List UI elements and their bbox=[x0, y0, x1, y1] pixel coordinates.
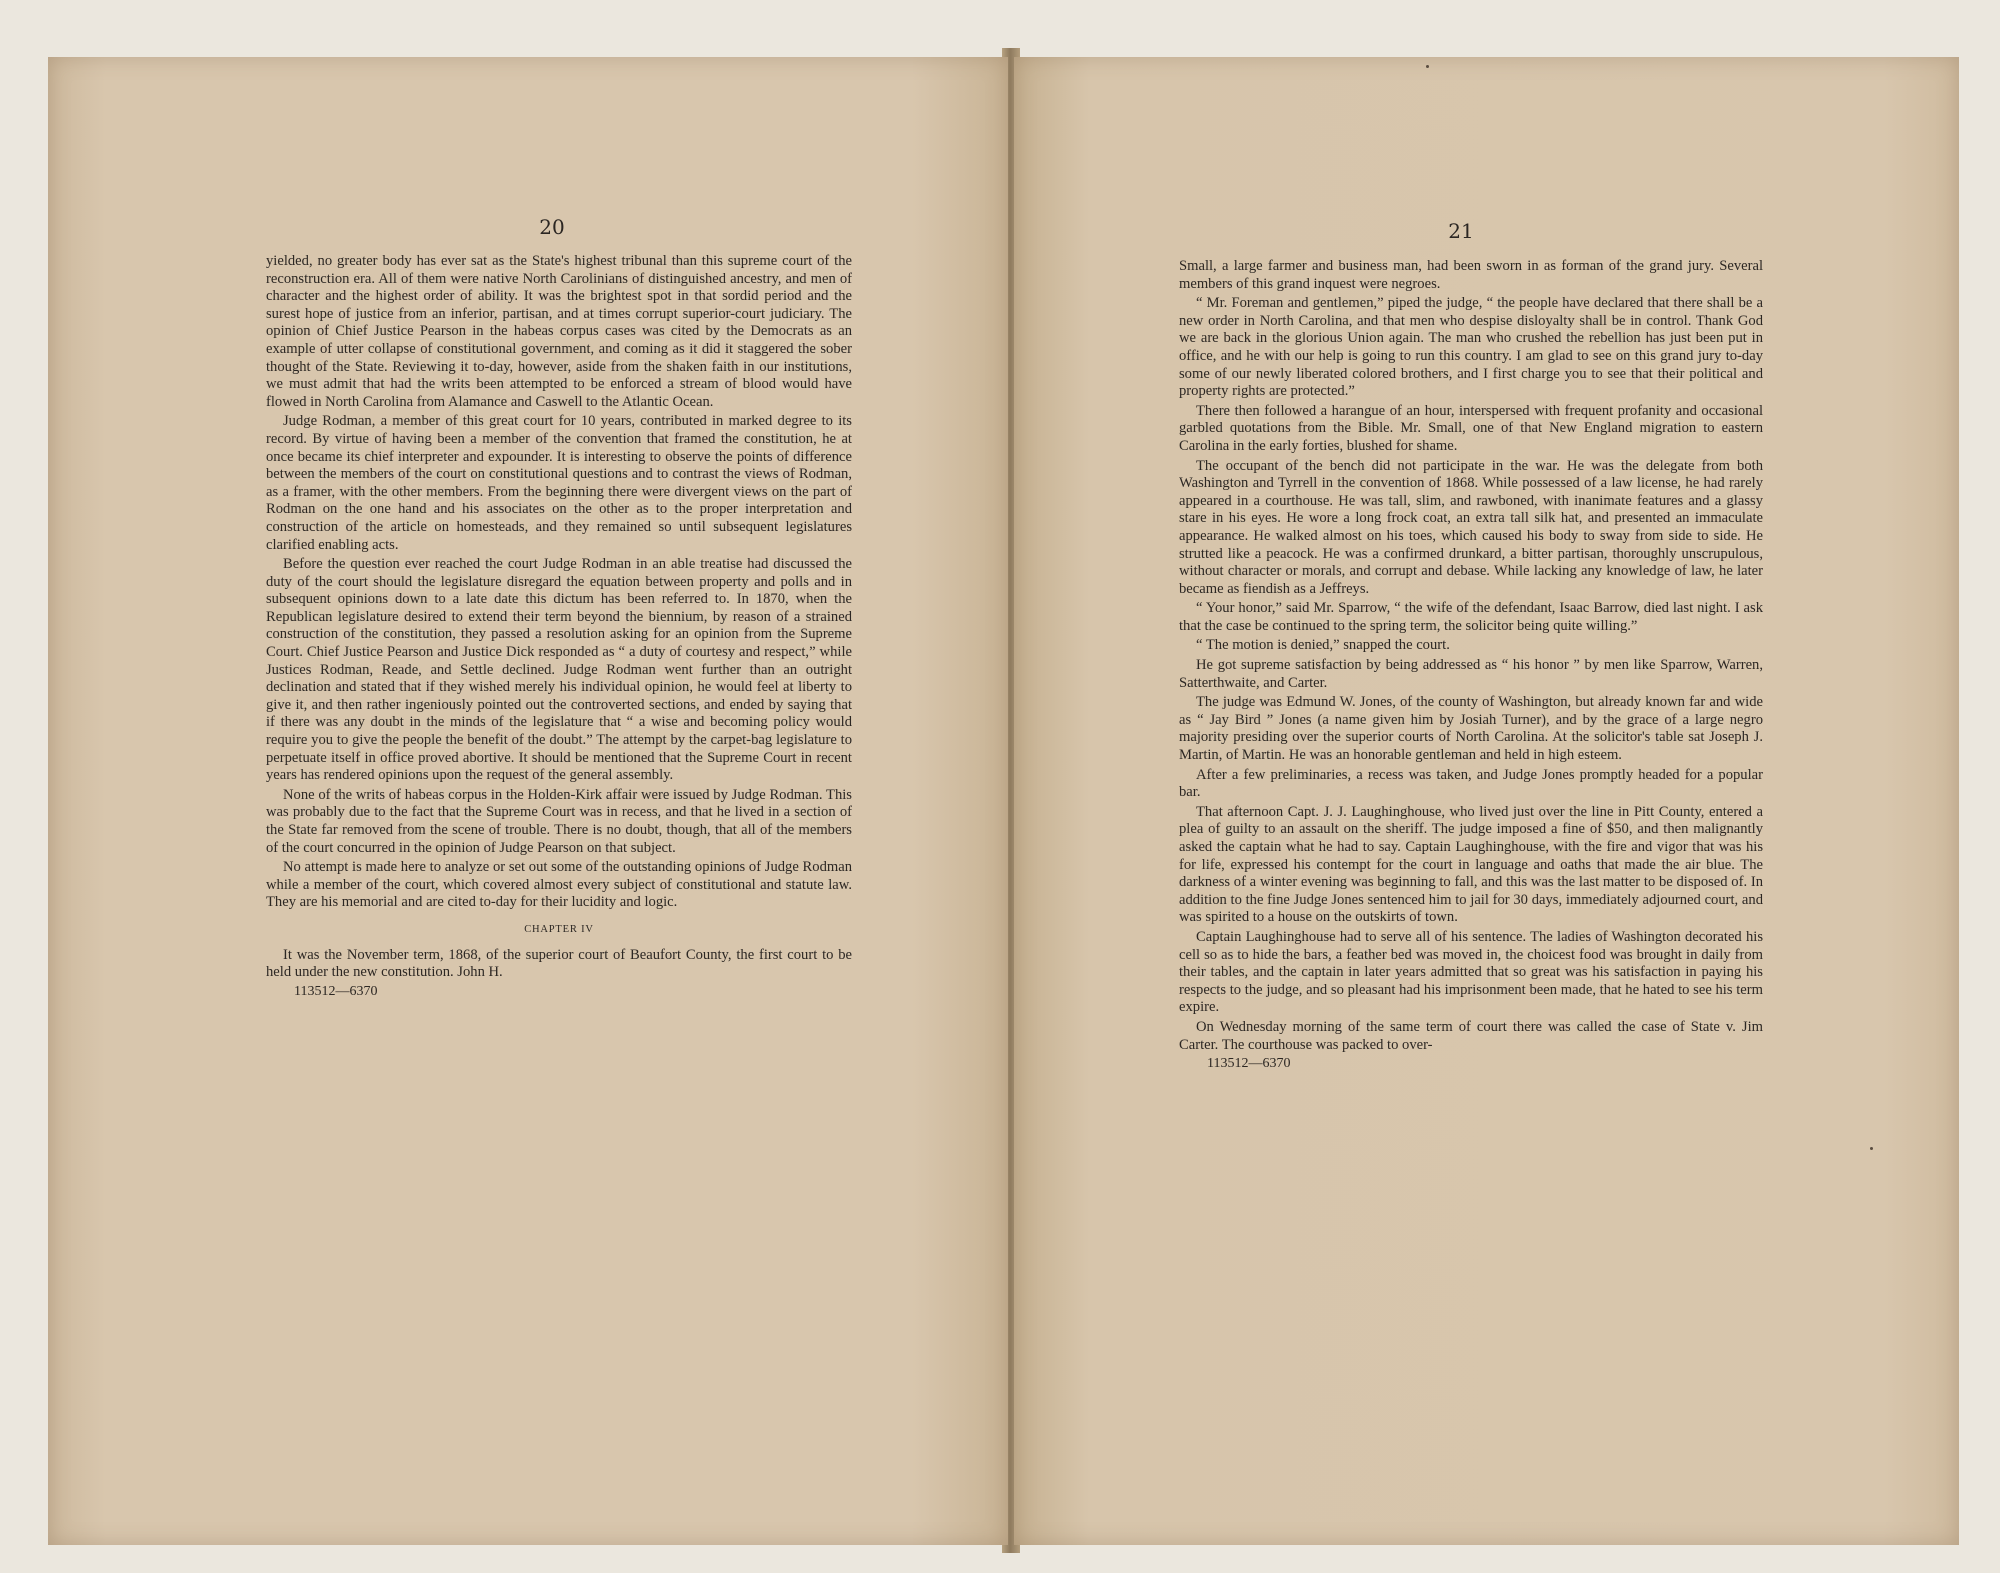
chapter-heading: CHAPTER IV bbox=[524, 923, 594, 935]
paragraph: Small, a large farmer and business man, had been sworn in as forman of the grand jury. Several members of this grand inquest were negroes. bbox=[1179, 258, 1763, 292]
paragraph: “ Your honor,” said Mr. Sparrow, “ the wife of the defendant, Isaac Barrow, died last night. I ask that the case be continued to the spring term, the solicitor being quite willing.” bbox=[1179, 600, 1763, 634]
paragraph: None of the writs of habeas corpus in the Holden-Kirk affair were issued by Judge Rodman. This was probably due to the fact that the Supreme Court was in recess, and that he lived in a section of the State far removed from the scene of trouble. There is no doubt, though, that all of the members of the court concurred in the opinion of Judge Pearson on that subject. bbox=[266, 786, 852, 856]
page-number: 21 bbox=[1448, 219, 1474, 243]
paragraph: Before the question ever reached the court Judge Rodman in an able treatise had discussed the duty of the court should the legislature disregard the equation between property and polls and in subsequent opinions down to a late date this dictum has been referred to. In 1870, when the Republican legislature desired to extend their term beyond the biennium, by reason of a strained construction of the constitution, they passed a resolution asking for an opinion from the Supreme Court. Chief Justice Pearson and Justice Dick responded as “ a duty of courtesy and respect,” while Justices Rodman, Reade, and Settle declined. Judge Rodman went further than an outright declination and stated that if they wished merely his individual opinion, he would feel at liberty to give it, and then rather ingeniously pointed out the controverted sections, and ended by saying that if there was any doubt in the minds of the legislature that “ a wise and becoming policy would require you to give the people the benefit of the doubt.” The attempt by the carpet-bag legislature to perpetuate itself in office proved abortive. It should be mentioned that the Supreme Court in recent years has rendered opinions upon the request of the general assembly. bbox=[266, 556, 852, 784]
paragraph: The occupant of the bench did not participate in the war. He was the delegate from both Washington and Tyrrell in the convention of 1868. While possessed of a law license, he had rarely appeared in a courthouse. He was tall, slim, and rawboned, with inanimate features and a glassy stare in his eyes. He wore a long frock coat, an extra tall silk hat, and presented an immaculate appearance. He walked almost on his toes, which caused his body to sway from side to side. He strutted like a peacock. He was a confirmed drunkard, a bitter partisan, thoroughly unscrupulous, without character or morals, and corrupt and debase. While lacking any knowledge of law, he later became as fiendish as a Jeffreys. bbox=[1179, 457, 1763, 597]
right-page bbox=[1014, 57, 1959, 1545]
left-page bbox=[48, 57, 1008, 1545]
paragraph: “ Mr. Foreman and gentlemen,” piped the judge, “ the people have declared that there shall be a new order in North Carolina, and that men who despise disloyalty shall be in control. Thank God we are back in the glorious Union again. The man who crushed the rebellion has just been put in office, and he with our help is going to run this country. I am glad to see on this grand jury to-day some of our newly liberated colored brothers, and I first charge you to see that their political and property rights are protected.” bbox=[1179, 295, 1763, 400]
paragraph: That afternoon Capt. J. J. Laughinghouse, who lived just over the line in Pitt County, entered a plea of guilty to an assault on the sheriff. The judge imposed a fine of $50, and then malignantly asked the captain what he had to say. Captain Laughinghouse, with the fire and vigor that was his for life, expressed his contempt for the court in language and oaths that made the air blue. The darkness of a winter evening was beginning to fall, and this was the last matter to be disposed of. In addition to the fine Judge Jones sentenced him to jail for 30 days, immediately adjourned court, and was spirited to a house on the outskirts of town. bbox=[1179, 803, 1763, 926]
signature-line: 113512—6370 bbox=[1207, 1056, 1291, 1072]
paragraph: It was the November term, 1868, of the superior court of Beaufort County, the first court to be held under the new constitution. John H. bbox=[266, 946, 852, 981]
paragraph: yielded, no greater body has ever sat as the State's highest tribunal than this supreme court of the reconstruction era. All of them were native North Carolinians of distinguished ancestry, and men of character and the highest order of ability. It was the brightest spot in that sordid period and the surest hope of justice from an inferior, partisan, and at times corrupt superior-court judiciary. The opinion of Chief Justice Pearson in the habeas corpus cases was cited by the Democrats as an example of utter collapse of constitutional government, and coming as it did it staggered the sober thought of the State. Reviewing it to-day, however, aside from the shaken faith in our institutions, we must admit that had the writs been attempted to be enforced a stream of blood would have flowed in North Carolina from Alamance and Caswell to the Atlantic Ocean. bbox=[266, 253, 852, 410]
paragraph: On Wednesday morning of the same term of court there was called the case of State v. Jim Carter. The courthouse was packed to over- bbox=[1179, 1018, 1763, 1053]
paragraph: He got supreme satisfaction by being addressed as “ his honor ” by men like Sparrow, Warren, Satterthwaite, and Carter. bbox=[1179, 657, 1763, 691]
page-body bbox=[1179, 258, 1763, 1073]
paper-speck bbox=[1426, 65, 1429, 68]
paragraph: Judge Rodman, a member of this great court for 10 years, contributed in marked degree to its record. By virtue of having been a member of the convention that framed the constitution, he at once became its chief interpreter and expounder. It is interesting to observe the points of difference between the members of the court on constitutional questions and to contrast the views of Rodman, as a framer, with the other members. From the beginning there were divergent views on the part of Rodman on the one hand and his associates on the other as to the proper interpretation and construction of the article on homesteads, and they remained so until subsequent legislatures clarified enabling acts. bbox=[266, 413, 852, 553]
paragraph: There then followed a harangue of an hour, interspersed with frequent profanity and occasional garbled quotations from the Bible. Mr. Small, one of that New England migration to eastern Carolina in the early forties, blushed for shame. bbox=[1179, 402, 1763, 454]
paragraph: “ The motion is denied,” snapped the court. bbox=[1196, 637, 1450, 654]
paragraph: After a few preliminaries, a recess was taken, and Judge Jones promptly headed for a popular bar. bbox=[1179, 766, 1763, 801]
paragraph: No attempt is made here to analyze or set out some of the outstanding opinions of Judge Rodman while a member of the court, which covered almost every subject of constitutional and statute law. They are his memorial and are cited to-day for their lucidity and logic. bbox=[266, 859, 852, 911]
page-number: 20 bbox=[539, 215, 565, 239]
paragraph: Captain Laughinghouse had to serve all of his sentence. The ladies of Washington decorated his cell so as to hide the bars, a feather bed was moved in, the choicest food was brought in daily from their tables, and the captain in later years admitted that so great was his satisfaction in paying his respects to the judge, and so pleasant had his imprisonment been made, that he hated to see his term expire. bbox=[1179, 928, 1763, 1016]
page-body bbox=[266, 253, 852, 1000]
signature-line: 113512—6370 bbox=[294, 983, 378, 999]
paragraph: The judge was Edmund W. Jones, of the county of Washington, but already known far and wide as “ Jay Bird ” Jones (a name given him by Josiah Turner), and by the grace of a large negro majority presiding over the superior courts of North Carolina. At the solicitor's table sat Joseph J. Martin, of Martin. He was an honorable gentleman and held in high esteem. bbox=[1179, 694, 1763, 764]
paper-speck bbox=[1870, 1147, 1873, 1150]
